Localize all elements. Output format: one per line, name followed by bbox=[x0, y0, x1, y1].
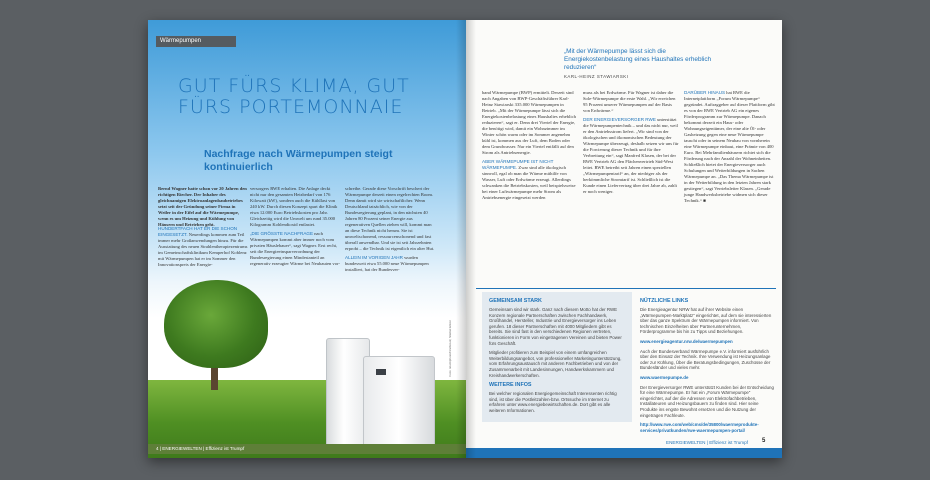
heat-pump-display bbox=[376, 369, 386, 375]
subhead: ALLEIN IM VORIGEN JAHR bbox=[345, 255, 403, 260]
subhead: HUNDERTFACH HAT ER DIE SCHON EINGESETZT. bbox=[158, 226, 238, 237]
body-text: unterstützt die Wärmepumpentechnik – und das nicht nur, weil er den Antriebsstrom liefert. „Wir sind von der ökologischen und ökonomischen Bedeutung der Wärmepumpe überzeugt, deshalb setzen wir uns für die Forcierung dieser Technik und für ihre Verbreitung ein“, sagt Manfred Klasen, der bei der RWE Vertrieb AG den Flächenvertrieb Süd-West leitet. RWE betreibt seit Jahren einen speziellen „Wärmepumpentarif“ an, der niedriger als der herkömmliche Stromtarif ist. Schließlich ist die Kunde einen Liefervertrag über drei Jahre ab, zahlt er noch weniger. bbox=[583, 117, 679, 194]
subhead: „DIE GRÖSSTE NACHFRAGE bbox=[250, 231, 314, 236]
box-text: Auch der Bundesverband Wärmepumpe e.V. informiert ausführlich über den Einsatz der Technik. Ihre Verwendung ist Heizungsanlage oder zur Kühlung, Über die Beratungsbedingungen, Zuschüsse der Bundesländer und vieles mehr. bbox=[640, 348, 771, 371]
photo-credit: Foto: istockphoto/Firstbrook; Stiebel Eltron bbox=[448, 320, 452, 377]
left-column-2 bbox=[250, 186, 340, 267]
box-text: Gemeinsam sind wir stark. Ganz nach diesem Motto hat der RWE Konzern regionale Partnerschaften zwischen Fachhandwerk, Großhandel, Hersteller, Industrie und Energieversorger ins Leben gerufen. 18 dieser Partnerschaften mit 4000 Mitgliedern gibt es bereits. Sie sind fast in den verschiedenen Regionen vertreten, funktionieren in Form von eingetragenen Vereinen und bieten Power fürs Geschäft. bbox=[489, 307, 622, 346]
right-column-2 bbox=[583, 90, 679, 195]
body-paragraph bbox=[583, 117, 679, 195]
info-box-nuetzliche-links bbox=[636, 292, 778, 433]
tree-image bbox=[164, 280, 268, 368]
section-tag: Wärmepumpen bbox=[156, 36, 236, 47]
subhead: ABER WÄRMEPUMPE IST NICHT WÄRMEPUMPE. bbox=[482, 159, 554, 170]
right-column-1 bbox=[482, 90, 578, 201]
body-paragraph bbox=[482, 159, 578, 201]
box-text: Mitglieder profitieren zum Beispiel von einem umfangreichen Weiterbildungsangebot, von professioneller Marketingunterstützung, vom Erfahrungsaustausch mit anderen Fachbetrieben und von der Zusammenarbeit mit Landesinnungen, Handwerkskammern und Kreishandwerkerschaften. bbox=[489, 350, 622, 378]
body-text: hat RWE die Internetplattform „Forum Wärmepumpe“ gegründet. Auftraggeber auf dieser Plattform gibt es von der RWE Vertrieb AG ein eigenes Förderprogramm zur Wärmepumpe. Danach bekommt derzeit ein Haus- oder Wohnungseigentümer, der eine alte Öl- oder Gasheizung gegen eine neue Wärmepumpe tauscht oder in seinem Neubau von vornherein eine Wärmepumpe einbaut, eine Prämie von 400 Euro. Bei Mehrfamilienhäusern richtet sich die Förderung nach der Anzahl der Wohneinheiten. Schließlich bietet der Energieversorger auch Schulungen und Weiterbildungen in Sachen Wärmepumpe an. „Das Thema Wärmepumpe ist in der Weiterbildung in den letzten Jahren stark gestiegen“, sagt Verriebsleiter Klasen. „Gerade junge Handwerksbetriebe widmen sich dieser Technik.“ ■ bbox=[684, 90, 775, 203]
heat-pump-unit-image bbox=[363, 356, 435, 450]
body-paragraph: versorgers RWE erhalten. Die Anlage deckt nicht nur den gesamten Heizbedarf von 176 Kilowatt (kW), sondern auch die Kühllast von 240 kW. Durch diesen Konzept spart die Klinik etwa 12.000 Euro Betriebskosten pro Jahr. Gleichzeitig wird die Umwelt um rund 35.000 Kilogramm Kohlendioxid entlastet. bbox=[250, 186, 338, 227]
spread-gutter bbox=[456, 20, 476, 458]
body-paragraph bbox=[250, 231, 340, 267]
box-title: WEITERE INFOS bbox=[489, 382, 532, 389]
left-column-3 bbox=[345, 186, 435, 273]
box-text: Bei welcher regionalen Energiegemeinschaft Interessenten richtig sind, ist über die Postleitzahlen-bzw. Ortssuche im Internet zu erfahren unter www.energiebewirtschaften.de. Dort gibt es alle weiteren Informationen. bbox=[489, 391, 617, 413]
body-paragraph bbox=[345, 255, 435, 273]
section-divider bbox=[476, 288, 776, 289]
right-footer-bar bbox=[466, 448, 782, 458]
body-paragraph bbox=[684, 90, 776, 204]
subhead: DER ENERGIEVERSORGER RWE bbox=[583, 117, 656, 122]
left-column-1 bbox=[158, 226, 248, 268]
headline: GUT FÜRS KLIMA, GUT FÜRS PORTEMONNAIE bbox=[178, 75, 410, 118]
box-text: Der Energieversorger RWE unterstützt Kunden bei der Entscheidung für eine Wärmepumpe. Er hat ein „Forum Wärmepumpe“ eingerichtet, auf der die Adressen von Elektrofachbetrieben, Installateuren und Heizungsbauern zu finden sind. Hier seine Produkte ins engste Bewohnt ersetzen und die Nutzung der eingetragen Fachleute. bbox=[640, 384, 774, 418]
link-waermepumpe[interactable]: www.waermepumpe.de bbox=[640, 374, 689, 380]
subhead: DARÜBER HINAUS bbox=[684, 90, 726, 95]
body-text: wurden bundesweit etwa 55.000 neue Wärmepumpen installiert, hat der Bundesver- bbox=[345, 255, 429, 272]
magazine-spread bbox=[148, 20, 782, 458]
body-paragraph bbox=[158, 226, 248, 268]
body-text: nach Wärmepumpen kommt aber immer noch vom privaten Häuslebauer“, sagt Wagner. Erst recht, seit die Energieeinsparverordnung der Bundesregierung einen Mindestanteil an regenerativ erzeugter Wärme bei Neubauten vor- bbox=[250, 231, 340, 266]
box-title: GEMEINSAM STARK bbox=[489, 298, 542, 304]
page-number: 5 bbox=[762, 438, 766, 444]
deck: Nachfrage nach Wärmepumpen steigt kontinuierlich bbox=[204, 148, 393, 173]
body-text: Neuerdings kommen zum Teil immer mehr Großanwendungen hinzu. Für die Ausstattung des neuen Strahlentherapiezentrums im Gemeinschaftsklinikum Kemperhof Koblenz mit Wärmepumpen hat er im Sommer den Innovationspreis der Energie- bbox=[158, 232, 248, 267]
body-paragraph: muss als bei Erdwärme. Für Wagner ist daher die Sole-Wärmepumpe die erste Wahl. „Wir erreichen 95 Prozent unserer Wärmepumpen auf der Basis von Erdwärme.“ bbox=[583, 90, 676, 113]
link-rwe-portal[interactable]: http://www.rwe.com/web/cms/de/35800/waermeprodukte-services/privatkunden/rwe-waermepumpen-portal/ bbox=[640, 422, 759, 433]
pull-quote: „Mit der Wärmepumpe lässt sich die Energiekostenbelastung eines Haushaltes erheblich reduzieren“ bbox=[564, 48, 712, 71]
body-paragraph: band Wärmepumpe (BWP) ermittelt. Derzeit sind nach Angaben von BWP-Geschäftsführer Karl-Heinz Stawiarski 335.000 Wärmepumpen in Betrieb. „Mit der Wärmepumpe lässt sich die Energiekostenbelastung eines Haushaltes erheblich reduzieren“, sagt er. Denn drei Viertel der Energie, die benötigt wird, damit ein Wohnzimmer im Winter schön warm oder im Sommer angenehm kühl ist, kommen aus der Luft, dem Boden oder dem Grundwasser. Nur ein Viertel entfällt auf den Strom als Antriebsenergie. bbox=[482, 90, 576, 155]
right-column-3 bbox=[684, 90, 776, 204]
intro-paragraph: Bernd Wagner hatte schon vor 20 Jahren den richtigen Riecher. Der Inhaber des gleichnamigen Elektroanlagenbaubetriebes setzt seit der Gründung seiner Firma in Weiler in der Eifel auf die Wärmepumpe, wenn es um Heizung und Kühlung von Häusern und Betrieben geht. bbox=[158, 186, 247, 227]
body-text: Zwar sind alle ökologisch sinnvoll, egal ob man die Wärme mithilfe von Wasser, Luft oder Erdwärme erzeugt. Allerdings schwanken die Betriebskosten, weil beispielsweise bei einer Luftwärmepumpe mehr Strom als Antriebsenergie eingesetzt werden bbox=[482, 165, 576, 200]
right-page bbox=[466, 20, 782, 458]
body-paragraph: schreibe. Gerade diese Vorschrift beschert der Wärmepumpe derzeit einen regelrechten Boom. Denn damit wird sie wirtschaftlicher. Wenn Deutschland tatsächlich, wie von der Bundesregierung geplant, in den nächsten 40 Jahren 80 Prozent seiner Energie aus regenerativen Quellen ziehen will, kommt man an diese Technik nicht herum. Sie ist umweltschonend, ressourcenschonend und fast überall anwendbar. Und sie ist seit Jahrzehnten erprobt – die Technik ist eigentlich ein alter Hut. bbox=[345, 186, 435, 251]
box-title: NÜTZLICHE LINKS bbox=[640, 298, 689, 304]
box-text: Die Energieagentur NRW hat auf ihrer Website einen „Wärmepumpen-Marktplatz“ eingerichtet, auf dem sie interessierten über das ganze Spektrum der Wärmepumpen informiert. Von technischen Einzelheiten über Partnerunternehmen, Förderprogramme bis hin zu Tipps und Beziehungen. bbox=[640, 307, 772, 335]
pull-quote-author: KARL-HEINZ STAWIARSKI bbox=[564, 74, 629, 79]
right-folio: ENERGIEWELTEN | Effizienz ist Trumpf bbox=[666, 440, 748, 445]
left-page bbox=[148, 20, 466, 458]
left-folio: 4 | ENERGIEWELTEN | Effizienz ist Trumpf bbox=[156, 446, 245, 451]
link-energieagentur[interactable]: www.energieagentur.nrw.de/waermepumpen bbox=[640, 338, 733, 344]
info-box-gemeinsam-stark bbox=[482, 292, 632, 422]
